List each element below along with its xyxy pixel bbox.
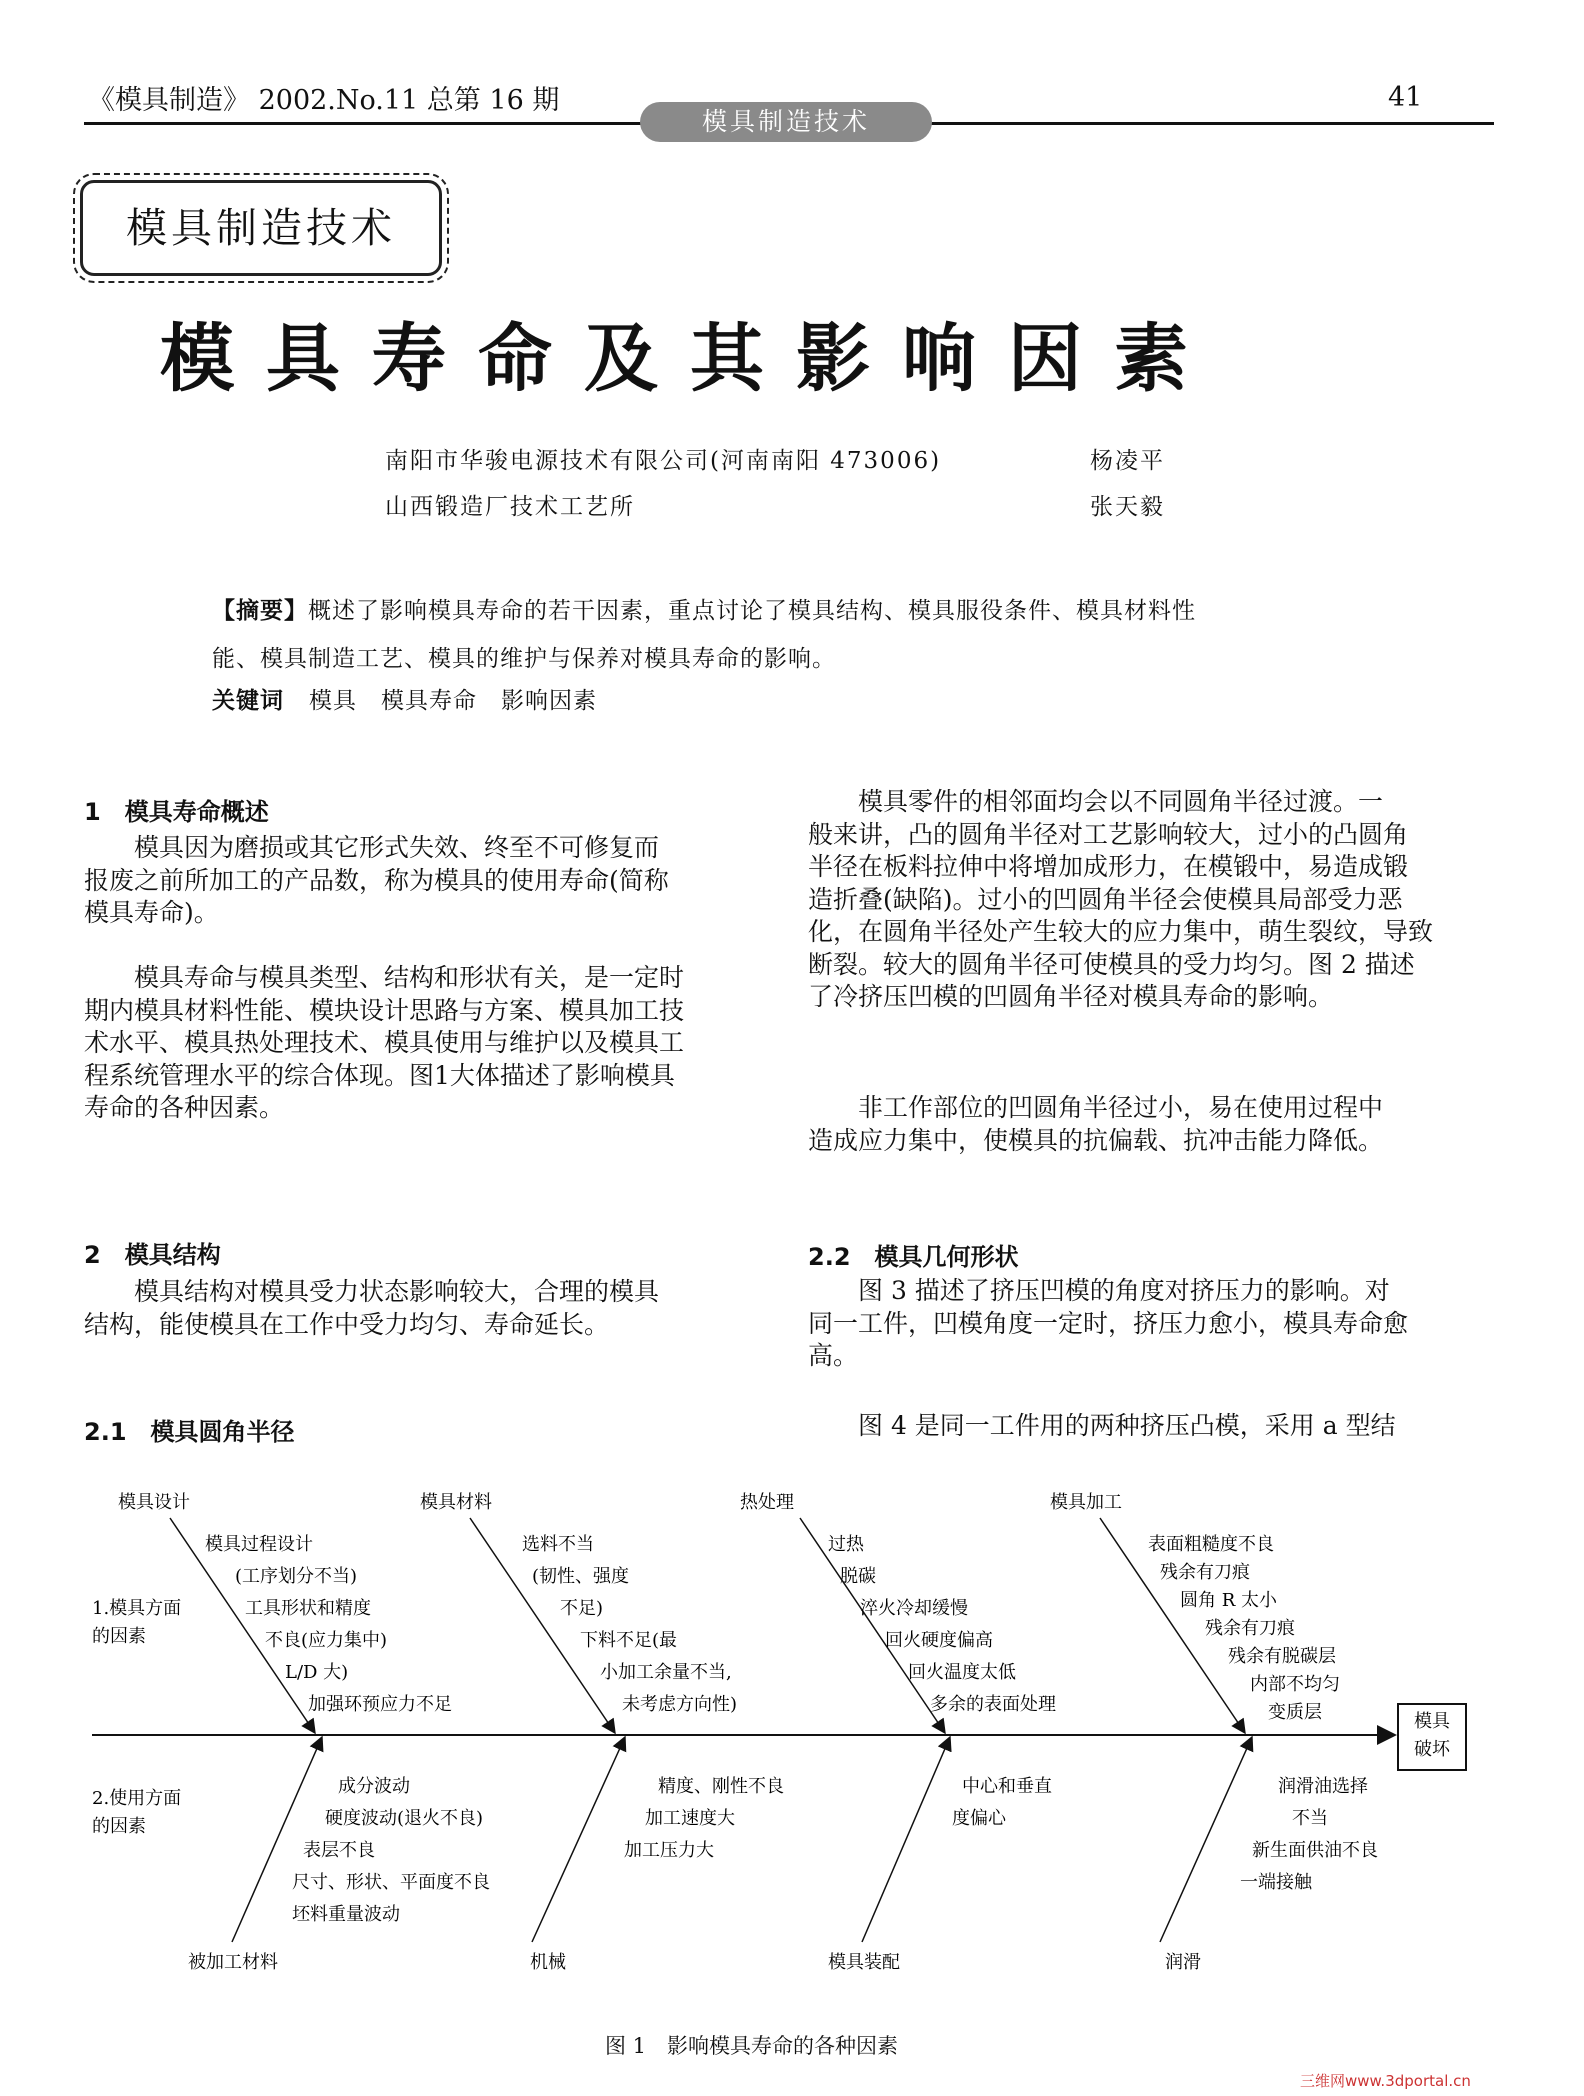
figure-text-layer xyxy=(92,1492,1378,1973)
text-line: 模具寿命与模具类型、结构和形状有关，是一定时 xyxy=(84,963,685,992)
text-line: 结构，能使模具在工作中受力均匀、寿命延长。 xyxy=(84,1309,610,1339)
result-label-line1: 模具 xyxy=(1414,1711,1450,1732)
bone-bottom-2 xyxy=(532,1737,625,1942)
cause-text: 坯料重量波动 xyxy=(292,1904,400,1925)
group-label-design: 1.模具方面 xyxy=(92,1598,182,1619)
cause-text: 过热 xyxy=(828,1534,864,1555)
cause-text: 未考虑方向性) xyxy=(622,1694,738,1715)
category-label-top: 模具材料 xyxy=(420,1492,492,1513)
cause-text: 回火硬度偏高 xyxy=(885,1630,993,1651)
author-2: 张天毅 xyxy=(1090,494,1165,520)
cause-text: L/D 大) xyxy=(285,1662,349,1683)
cause-text: 加强环预应力不足 xyxy=(308,1694,452,1715)
author-1: 杨凌平 xyxy=(1090,448,1165,474)
text-line: 了冷挤压凹模的凹圆角半径对模具寿命的影响。 xyxy=(808,982,1334,1011)
text-line: 图 3 描述了挤压凹模的角度对挤压力的影响。对 xyxy=(808,1276,1390,1305)
cause-text: (韧性、强度 xyxy=(532,1566,630,1587)
cause-text: 表面粗糙度不良 xyxy=(1148,1534,1274,1555)
cause-text: 模具过程设计 xyxy=(205,1534,313,1555)
text-line: 非工作部位的凹圆角半径过小，易在使用过程中 xyxy=(808,1093,1384,1122)
cause-text: 尺寸、形状、平面度不良 xyxy=(292,1872,490,1893)
cause-text: 精度、刚性不良 xyxy=(658,1776,784,1797)
cause-text: 选料不当 xyxy=(522,1534,594,1555)
page-number: 41 xyxy=(1388,82,1423,113)
cause-text: 成分波动 xyxy=(338,1776,410,1797)
text-line: 模具零件的相邻面均会以不同圆角半径过渡。一 xyxy=(808,787,1384,816)
text-line: 造折叠(缺陷)。过小的凹圆角半径会使模具局部受力恶 xyxy=(808,884,1403,914)
group-label-design: 的因素 xyxy=(92,1626,146,1647)
result-label-line2: 破坏 xyxy=(1414,1739,1450,1760)
text-line: 报废之前所加工的产品数，称为模具的使用寿命(简称 xyxy=(84,865,669,895)
keywords-label: 关键词 xyxy=(212,687,284,714)
heading-1: 1 模具寿命概述 xyxy=(84,798,269,826)
cause-text: 脱碳 xyxy=(840,1566,876,1587)
cause-text: 下料不足(最 xyxy=(580,1630,678,1651)
bone-bottom-3 xyxy=(862,1737,950,1942)
cause-text: 小加工余量不当, xyxy=(600,1662,732,1683)
category-label-top: 模具加工 xyxy=(1050,1492,1122,1513)
cause-text: 硬度波动(退火不良) xyxy=(325,1808,484,1829)
category-label-bottom: 模具装配 xyxy=(828,1952,900,1973)
cause-text: 内部不均匀 xyxy=(1250,1674,1340,1695)
text-line: 模具寿命)。 xyxy=(84,898,219,927)
text-line: 程系统管理水平的综合体现。图1大体描述了影响模具 xyxy=(84,1060,675,1090)
bone-bottom-4 xyxy=(1160,1737,1252,1942)
cause-text: 度偏心 xyxy=(952,1808,1006,1829)
category-label-bottom: 润滑 xyxy=(1165,1952,1201,1973)
category-label-top: 模具设计 xyxy=(118,1492,190,1513)
text-line: 造成应力集中，使模具的抗偏载、抗冲击能力降低。 xyxy=(808,1125,1384,1155)
text-line: 同一工件，凹模角度一定时，挤压力愈小，模具寿命愈 xyxy=(808,1308,1409,1338)
section-badge: 模具制造技术 xyxy=(80,180,442,276)
cause-text: (工序划分不当) xyxy=(235,1566,358,1587)
cause-text: 不良(应力集中) xyxy=(265,1630,388,1651)
heading-2-1: 2.1 模具圆角半径 xyxy=(84,1418,295,1446)
category-label-bottom: 被加工材料 xyxy=(188,1952,278,1973)
affiliation-org-1: 南阳市华骏电源技术有限公司(河南南阳 473006) xyxy=(385,448,942,474)
abstract-label: 【摘要】 xyxy=(212,597,308,624)
group-label-usage: 的因素 xyxy=(92,1816,146,1837)
category-label-bottom: 机械 xyxy=(530,1952,566,1973)
cause-text: 工具形状和精度 xyxy=(245,1598,371,1619)
cause-text: 多余的表面处理 xyxy=(930,1694,1056,1715)
text-line: 断裂。较大的圆角半径可使模具的受力均匀。图 2 描述 xyxy=(808,949,1415,979)
cause-text: 表层不良 xyxy=(303,1840,375,1861)
text-line: 寿命的各种因素。 xyxy=(84,1093,285,1122)
text-line: 术水平、模具热处理技术、模具使用与维护以及模具工 xyxy=(84,1028,685,1057)
affiliation-org-2: 山西锻造厂技术工艺所 xyxy=(385,494,635,520)
abstract-line-2: 能、模具制造工艺、模具的维护与保养对模具寿命的影响。 xyxy=(212,646,836,672)
text-line: 高。 xyxy=(808,1341,859,1370)
text-line: 模具结构对模具受力状态影响较大，合理的模具 xyxy=(84,1277,660,1306)
watermark: 三维网www.3dportal.cn xyxy=(1300,2072,1471,2090)
cause-text: 加工速度大 xyxy=(645,1808,735,1829)
group-label-usage: 2.使用方面 xyxy=(92,1788,182,1809)
cause-text: 残余有刀痕 xyxy=(1160,1562,1250,1583)
cause-text: 不足) xyxy=(560,1598,604,1619)
cause-text: 中心和垂直 xyxy=(962,1776,1052,1797)
journal-header: 《模具制造》 2002.No.11 总第 16 期 xyxy=(88,85,560,116)
heading-2-2: 2.2 模具几何形状 xyxy=(808,1243,1019,1271)
cause-text: 回火温度太低 xyxy=(908,1662,1016,1683)
cause-text: 变质层 xyxy=(1268,1702,1322,1723)
cause-text: 润滑油选择 xyxy=(1278,1776,1368,1797)
cause-text: 淬火冷却缓慢 xyxy=(860,1598,968,1619)
heading-2: 2 模具结构 xyxy=(84,1241,221,1269)
text-line: 半径在板料拉伸中将增加成形力，在模锻中，易造成锻 xyxy=(808,852,1409,881)
cause-text: 新生面供油不良 xyxy=(1252,1840,1378,1861)
article-title: 模具寿命及其影响因素 xyxy=(160,316,1220,402)
text-line: 图 4 是同一工件用的两种挤压凸模，采用 a 型结 xyxy=(808,1411,1396,1440)
cause-text: 不当 xyxy=(1292,1808,1328,1829)
text-line: 模具因为磨损或其它形式失效、终至不可修复而 xyxy=(84,833,660,862)
figure-caption: 图 1 影响模具寿命的各种因素 xyxy=(605,2034,899,2058)
cause-text: 圆角 R 太小 xyxy=(1180,1590,1277,1611)
text-line: 期内模具材料性能、模块设计思路与方案、模具加工技 xyxy=(84,995,685,1025)
abstract-text-1: 概述了影响模具寿命的若干因素，重点讨论了模具结构、模具服役条件、模具材料性 xyxy=(308,598,1196,624)
keywords-text: 模具 模具寿命 影响因素 xyxy=(308,688,597,714)
cause-text: 一端接触 xyxy=(1240,1872,1312,1893)
cause-text: 加工压力大 xyxy=(624,1840,714,1861)
text-line: 般来讲，凸的圆角半径对工艺影响较大，过小的凸圆角 xyxy=(808,819,1409,849)
cause-text: 残余有刀痕 xyxy=(1205,1618,1295,1639)
header-badge: 模具制造技术 xyxy=(640,102,932,142)
text-line: 化，在圆角半径处产生较大的应力集中，萌生裂纹，导致 xyxy=(808,917,1434,946)
cause-text: 残余有脱碳层 xyxy=(1228,1646,1336,1667)
bone-top-3 xyxy=(800,1518,945,1733)
category-label-top: 热处理 xyxy=(740,1492,794,1513)
